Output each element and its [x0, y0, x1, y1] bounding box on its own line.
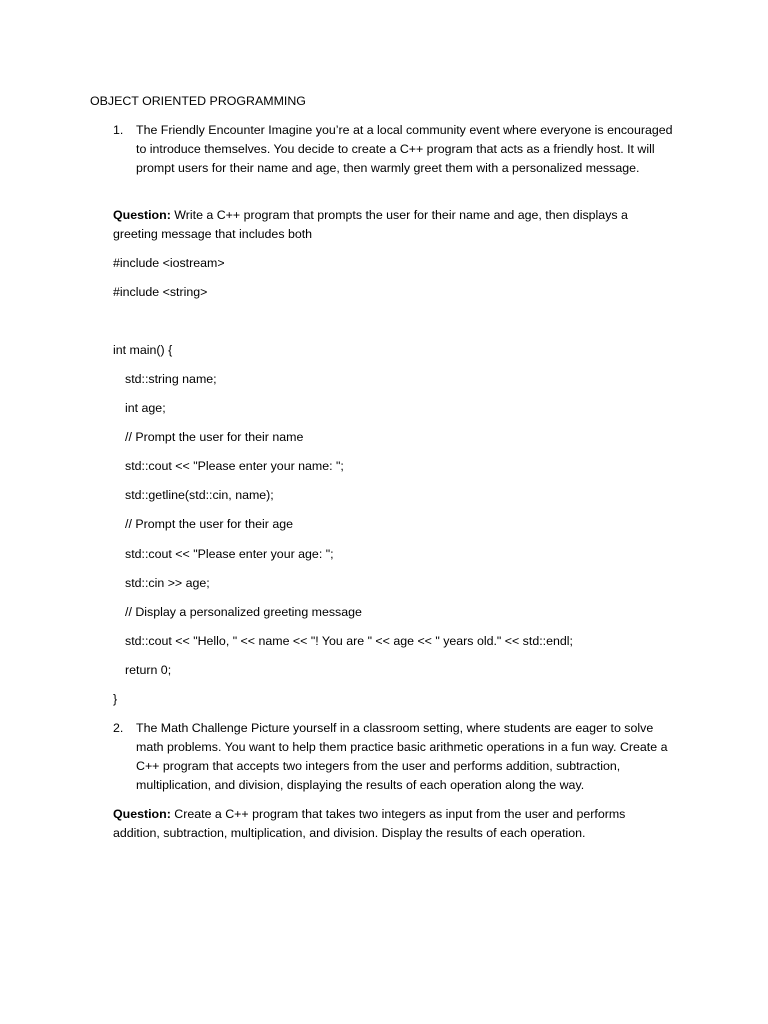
code-decl-name: std::string name; [125, 372, 217, 386]
code-cout-greeting: std::cout << "Hello, " << name << "! You are " << age << " years old." << std::endl; [125, 634, 573, 648]
question-label: Question: [113, 208, 171, 222]
code-cout-age: std::cout << "Please enter your age: "; [125, 547, 334, 561]
code-main-close: } [113, 692, 118, 706]
code-main-open: int main() { [113, 343, 173, 357]
list-item-1 [113, 121, 678, 178]
code-include-iostream: #include <iostream> [113, 256, 225, 270]
question-label: Question: [113, 807, 171, 821]
code-comment-name: // Prompt the user for their name [125, 430, 304, 444]
list-item-text: The Friendly Encounter Imagine you’re at a local community event where everyone is encouraged to introduce themselves. You decide to create a C++ program that acts as a friendly host. It will prompt users for their name and age, then warmly greet them with a personalized message. [136, 123, 673, 175]
list-item-text: The Math Challenge Picture yourself in a classroom setting, where students are eager to solve math problems. You want to help them practice basic arithmetic operations in a fun way. Create a C++ program that accepts two integers from the user and performs addition, subtraction, multiplication, and division, displaying the results of each operation along the way. [136, 721, 668, 792]
code-return: return 0; [125, 663, 172, 677]
list-item-number: 2. [113, 721, 124, 735]
code-comment-age: // Prompt the user for their age [125, 517, 294, 531]
list-item-2 [113, 719, 678, 795]
question-2 [113, 805, 658, 843]
code-cin-age: std::cin >> age; [125, 576, 210, 590]
question-1 [113, 206, 658, 244]
code-cout-name: std::cout << "Please enter your name: "; [125, 459, 344, 473]
code-getline: std::getline(std::cin, name); [125, 488, 274, 502]
code-decl-age: int age; [125, 401, 166, 415]
document-title: OBJECT ORIENTED PROGRAMMING [90, 94, 306, 108]
code-comment-greeting: // Display a personalized greeting message [125, 605, 362, 619]
question-text: Write a C++ program that prompts the user for their name and age, then displays a greeting message that includes both [113, 208, 628, 241]
question-text: Create a C++ program that takes two integers as input from the user and performs addition, subtraction, multiplication, and division. Display the results of each operation. [113, 807, 626, 840]
list-item-number: 1. [113, 123, 124, 137]
code-include-string: #include <string> [113, 285, 208, 299]
